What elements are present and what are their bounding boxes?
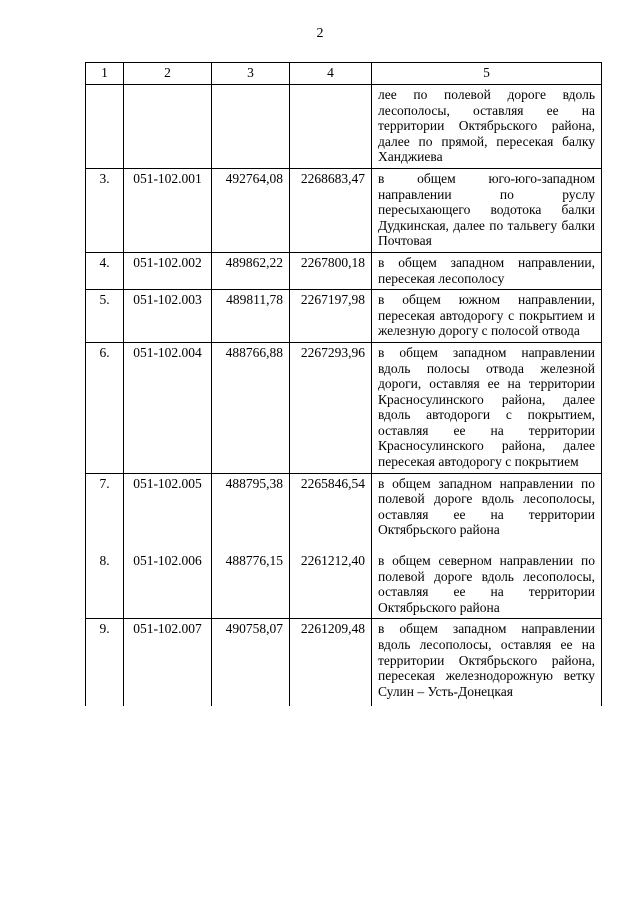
boundary-table [85,62,602,706]
description-text: в общем юго-юго-западном направлении по руслу пересыхающего водотока балки Дудкинская, далее по тальвегу балки Почтовая [378,170,595,249]
column-header-1: 1 [86,63,124,85]
coordinate-x: 488795,38 [212,473,290,541]
description-text: лее по полевой дороге вдоль лесополосы, оставляя ее на территории Октябрьского района, далее по прямой, пересекая балку Ханджиева [378,87,595,165]
description-text: в общем западном направлении вдоль полосы отвода железной дороги, оставляя ее на территории Красносулинского района, далее вдоль автодороги с покрытием, оставляя ее на территории Красносулинского района, далее пересекая автодорогу с покрытием [378,344,595,470]
row-number: 5. [86,290,124,343]
row-number: 9. [86,619,124,707]
table-row [86,85,602,169]
column-header-3: 3 [212,63,290,85]
column-header-5: 5 [372,63,602,85]
point-code: 051-102.002 [124,252,212,289]
coordinate-y: 2265846,54 [290,473,372,541]
table-row [86,541,602,619]
row-number: 8. [86,541,124,619]
coordinate-x: 492764,08 [212,168,290,252]
row-number: 4. [86,252,124,289]
boundary-description [372,85,602,169]
row-number: 7. [86,473,124,541]
coordinate-x: 488776,15 [212,541,290,619]
description-text: в общем западном направлении, пересекая лесополосу [378,254,595,286]
row-number: 3. [86,168,124,252]
boundary-description [372,541,602,619]
boundary-description [372,290,602,343]
coordinate-y: 2267293,96 [290,342,372,473]
coordinate-x [212,85,290,169]
coordinate-y: 2267800,18 [290,252,372,289]
column-header-4: 4 [290,63,372,85]
coordinate-x: 489862,22 [212,252,290,289]
coordinate-y: 2261212,40 [290,541,372,619]
point-code: 051-102.006 [124,541,212,619]
point-code: 051-102.001 [124,168,212,252]
coordinate-y: 2268683,47 [290,168,372,252]
coordinate-x: 489811,78 [212,290,290,343]
table-row [86,619,602,707]
coordinate-y: 2261209,48 [290,619,372,707]
description-text: в общем западном направлении вдоль лесополосы, оставляя ее на территории Октябрьского района, пересекая железнодорожную ветку Сулин – Усть-Донецкая [378,621,595,699]
boundary-description [372,342,602,473]
coordinate-x: 490758,07 [212,619,290,707]
point-code: 051-102.003 [124,290,212,343]
table-row [86,342,602,473]
column-header-2: 2 [124,63,212,85]
coordinate-x: 488766,88 [212,342,290,473]
description-text: в общем южном направлении, пересекая автодорогу с покрытием и железную дорогу с полосой отвода [378,292,595,339]
point-code [124,85,212,169]
coordinate-y [290,85,372,169]
point-code: 051-102.005 [124,473,212,541]
description-text: в общем северном направлении по полевой дороге вдоль лесополосы, оставляя ее на территории Октябрьского района [378,553,595,615]
description-text: в общем западном направлении по полевой дороге вдоль лесополосы, оставляя ее на территории Октябрьского района [378,475,595,538]
row-number: 6. [86,342,124,473]
point-code: 051-102.004 [124,342,212,473]
table-row [86,290,602,343]
point-code: 051-102.007 [124,619,212,707]
header-row [86,63,602,85]
row-number [86,85,124,169]
page-number: 2 [316,26,324,41]
boundary-description [372,473,602,541]
table-row [86,168,602,252]
boundary-description [372,168,602,252]
boundary-description [372,252,602,289]
table-row [86,473,602,541]
boundary-description [372,619,602,707]
table-row [86,252,602,289]
coordinate-y: 2267197,98 [290,290,372,343]
